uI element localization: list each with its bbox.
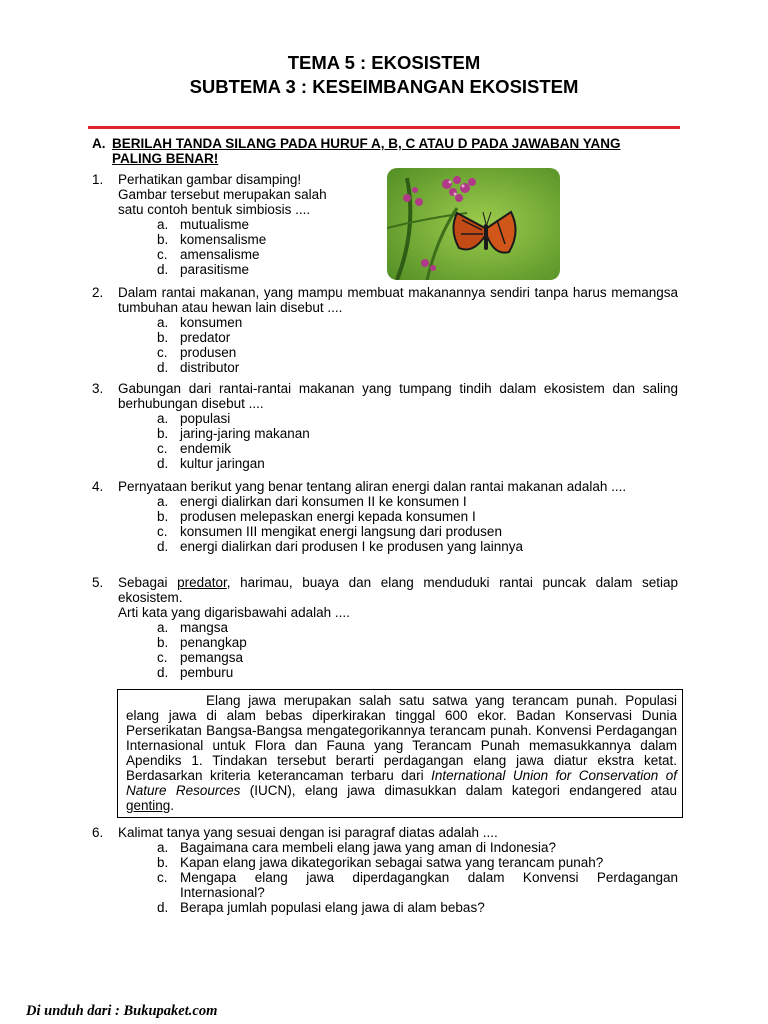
- answer-option[interactable]: b. produsen melepaskan energi kepada konsumen I: [157, 509, 476, 524]
- answer-option[interactable]: b. komensalisme: [157, 232, 267, 247]
- section-letter: A.: [92, 136, 106, 151]
- question-text: Arti kata yang digarisbawahi adalah ....: [118, 605, 350, 620]
- question-number: 3.: [92, 381, 104, 396]
- answer-option[interactable]: a. mutualisme: [157, 217, 250, 232]
- answer-option[interactable]: c. produsen: [157, 345, 237, 360]
- answer-option[interactable]: d. distributor: [157, 360, 240, 375]
- answer-option[interactable]: d. kultur jaringan: [157, 456, 265, 471]
- question-text: Pernyataan berikut yang benar tentang aliran energi dalan rantai makanan adalah ....: [118, 479, 627, 494]
- answer-option[interactable]: d. Berapa jumlah populasi elang jawa di alam bebas?: [157, 900, 485, 915]
- question-text-line: Gambar tersebut merupakan salah: [118, 187, 327, 202]
- question-text-line: Perhatikan gambar disamping!: [118, 172, 302, 187]
- answer-option[interactable]: c. pemangsa: [157, 650, 244, 665]
- answer-option[interactable]: a. populasi: [157, 411, 231, 426]
- page-title: TEMA 5 : EKOSISTEM: [287, 52, 481, 73]
- answer-option[interactable]: a. mangsa: [157, 620, 229, 635]
- answer-option[interactable]: d. energi dialirkan dari produsen I ke produsen yang lainnya: [157, 539, 523, 554]
- answer-option[interactable]: d. parasitisme: [157, 262, 250, 277]
- question-text: Sebagai predator, harimau, buaya dan elang menduduki rantai puncak dalam setiap ekosistem.: [118, 575, 679, 605]
- footer-source: Di unduh dari : Bukupaket.com: [26, 1003, 218, 1019]
- underlined-word: predator: [177, 575, 227, 590]
- question-number: 5.: [92, 575, 104, 590]
- answer-option[interactable]: a. Bagaimana cara membeli elang jawa yang aman di Indonesia?: [157, 840, 556, 855]
- answer-option[interactable]: c. endemik: [157, 441, 232, 456]
- answer-option[interactable]: c. konsumen III mengikat energi langsung dari produsen: [157, 524, 502, 539]
- answer-option[interactable]: a. konsumen: [157, 315, 243, 330]
- title-divider: [88, 126, 680, 129]
- question-text-line: satu contoh bentuk simbiosis ....: [118, 202, 311, 217]
- question-text: Gabungan dari rantai-rantai makanan yang tumpang tindih dalam ekosistem dan saling berhubungan disebut ....: [118, 381, 678, 411]
- answer-option[interactable]: b. predator: [157, 330, 231, 345]
- answer-option[interactable]: b. Kapan elang jawa dikategorikan sebagai satwa yang terancam punah?: [157, 855, 604, 870]
- reading-passage: Elang jawa merupakan salah satu satwa yang terancam punah. Populasi elang jawa di alam bebas diperkirakan tinggal 600 ekor. Badan Konservasi Dunia Perserikatan Bangsa-Bangsa mengategorikannya terancam punah. Konvensi Perdagangan Internasional untuk Flora dan Fauna yang Terancam Punah memasukkannya dalam Apendiks 1. Tindakan tersebut berarti perdagangan elang jawa diatur ekstra ketat. Berdasarkan kriteria keterancaman terbaru dari International Union for Conservation of Nature Resources (IUCN), elang jawa dimasukkan dalam kategori endangered atau genting.: [117, 689, 683, 818]
- answer-option[interactable]: a. energi dialirkan dari konsumen II ke konsumen I: [157, 494, 467, 509]
- question-number: 2.: [92, 285, 104, 300]
- question-number: 6.: [92, 825, 104, 840]
- page-subtitle: SUBTEMA 3 : KESEIMBANGAN EKOSISTEM: [189, 76, 579, 97]
- butterfly-photo: [387, 168, 560, 280]
- answer-option[interactable]: b. jaring-jaring makanan: [157, 426, 310, 441]
- section-instruction-text: BERILAH TANDA SILANG PADA HURUF A, B, C ATAU D PADA JAWABAN YANG PALING BENAR!: [112, 136, 621, 166]
- question-number: 1.: [92, 172, 104, 187]
- question-text: Kalimat tanya yang sesuai dengan isi paragraf diatas adalah ....: [118, 825, 498, 840]
- answer-option[interactable]: c. amensalisme: [157, 247, 260, 262]
- answer-option[interactable]: b. penangkap: [157, 635, 247, 650]
- question-text: Dalam rantai makanan, yang mampu membuat makanannya sendiri tanpa harus memangsa tumbuhan atau hewan lain disebut ....: [118, 285, 678, 315]
- answer-option[interactable]: c. Mengapa elang jawa diperdagangkan dalam Konvensi Perdagangan Internasional?: [157, 870, 678, 900]
- answer-option[interactable]: d. pemburu: [157, 665, 234, 680]
- question-number: 4.: [92, 479, 104, 494]
